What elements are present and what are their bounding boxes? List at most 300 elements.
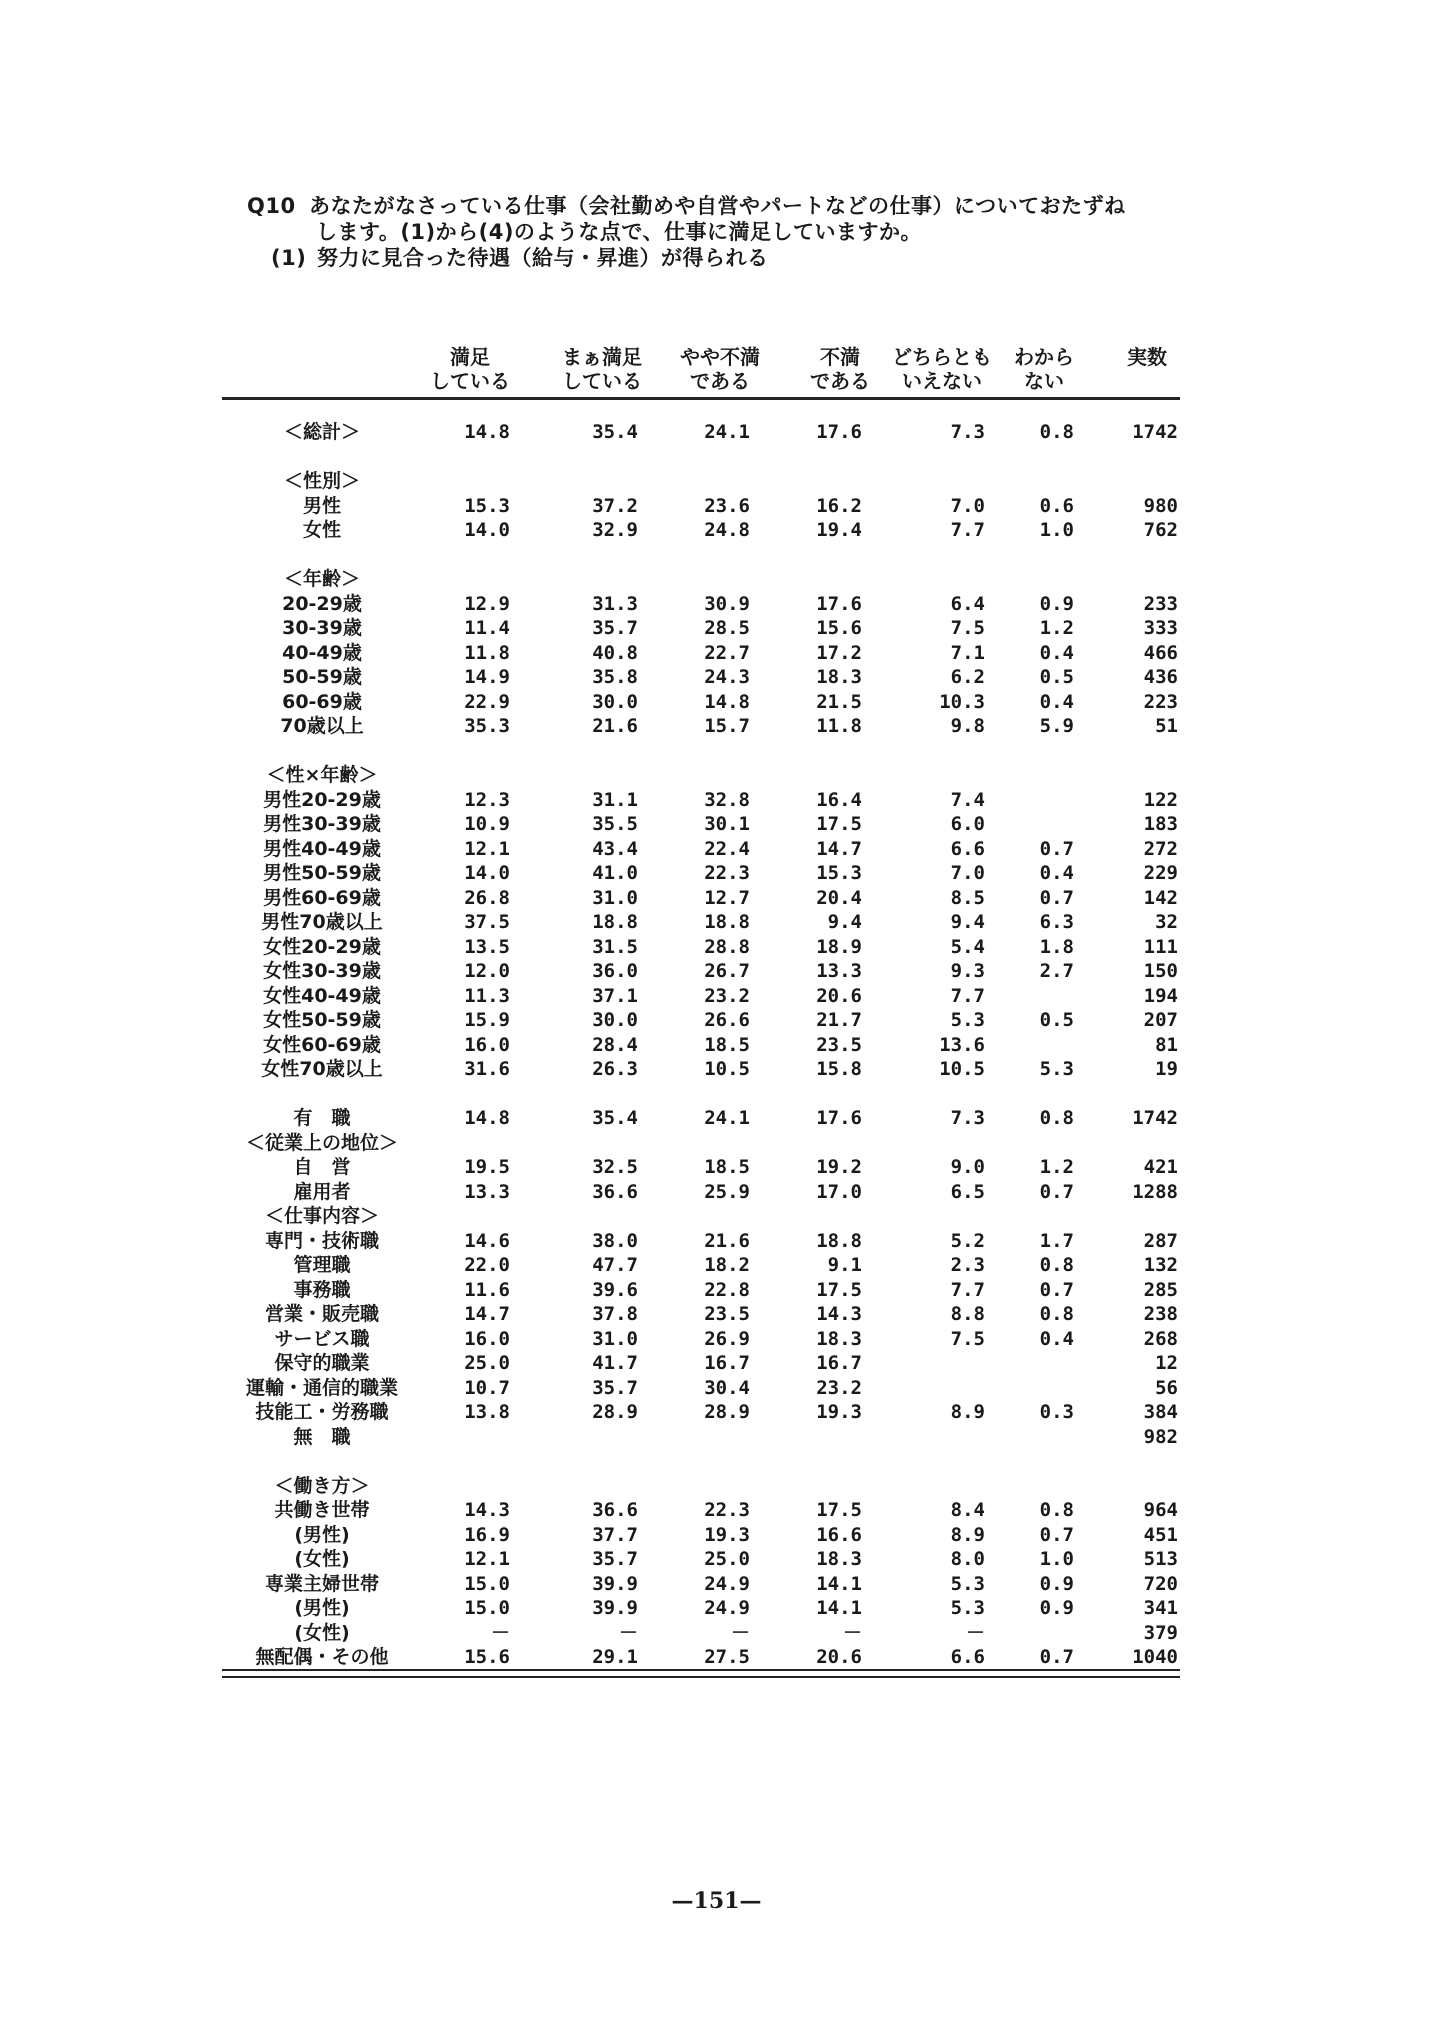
table-cell: 7.7 [950, 984, 985, 1007]
table-cell: 9.1 [827, 1254, 862, 1276]
row-label: (女性) [294, 1621, 350, 1644]
table-cell: 5.4 [950, 935, 985, 958]
table-cell: 11.3 [464, 984, 510, 1007]
table-cell: 23.2 [704, 984, 750, 1007]
table-cell: 0.4 [1039, 641, 1074, 664]
table-cell: 11.8 [816, 715, 862, 737]
row-label: 技能工・労務職 [255, 1401, 389, 1423]
table-cell: 35.8 [592, 666, 638, 688]
table-row [222, 1351, 1182, 1376]
table-row [222, 1547, 1182, 1572]
column-header: わから ない [1014, 345, 1074, 393]
table-cell: 14.6 [464, 1229, 510, 1252]
table-cell: 18.5 [704, 1033, 750, 1056]
table-cell: 1.8 [1039, 935, 1074, 958]
table-cell: 17.5 [816, 1499, 862, 1521]
table-cell: 0.5 [1039, 666, 1074, 688]
table-row [222, 1278, 1182, 1303]
table-cell: 10.5 [704, 1058, 750, 1080]
question-text-line1: あなたがなさっている仕事（会社勤めや自営やパートなどの仕事）についておたずね [309, 194, 1126, 218]
table-cell: 111 [1143, 935, 1178, 958]
table-cell: 30.1 [704, 813, 750, 835]
table-row [222, 1229, 1182, 1254]
row-label: 女性70歳以上 [261, 1058, 383, 1080]
table-cell: 36.6 [592, 1499, 638, 1521]
row-label: 男性30-39歳 [263, 813, 381, 835]
table-cell: 1.2 [1039, 617, 1074, 639]
table-cell: 40.8 [592, 641, 638, 664]
table-row [222, 1057, 1182, 1082]
column-header: 満足 している [430, 345, 510, 393]
table-cell: 268 [1143, 1327, 1178, 1350]
table-cell: 10.7 [464, 1376, 510, 1399]
row-label: 30-39歳 [282, 617, 362, 639]
row-label: 40-49歳 [282, 641, 362, 664]
row-label: 男性70歳以上 [261, 911, 383, 933]
table-row [222, 641, 1182, 666]
row-label: (男性) [294, 1523, 350, 1546]
question-number: Q10 [247, 194, 296, 218]
table-cell: 38.0 [592, 1229, 638, 1252]
sub-question-text: 努力に見合った待遇（給与・昇進）が得られる [317, 246, 769, 270]
table-cell: 32.8 [704, 788, 750, 811]
table-row [222, 420, 1182, 445]
table-cell: 41.0 [592, 862, 638, 884]
table-row [222, 714, 1182, 739]
table-cell: 39.6 [592, 1278, 638, 1301]
table-cell: － [965, 1621, 985, 1644]
table-cell: 14.8 [704, 690, 750, 713]
table-cell: 6.2 [950, 666, 985, 688]
table-cell: 37.1 [592, 984, 638, 1007]
table-row [222, 984, 1182, 1009]
row-label: 男性50-59歳 [263, 862, 381, 884]
table-row [222, 518, 1182, 543]
table-cell: 7.7 [950, 1278, 985, 1301]
table-cell: 15.6 [816, 617, 862, 639]
table-row [222, 1253, 1182, 1278]
table-cell: 15.8 [816, 1058, 862, 1080]
table-cell: 18.3 [816, 1548, 862, 1570]
table-cell: 7.3 [950, 421, 985, 443]
table-cell: 12.1 [464, 837, 510, 860]
table-cell: 16.9 [464, 1523, 510, 1546]
row-label: 無配偶・その他 [255, 1646, 389, 1668]
row-label: ＜従業上の地位＞ [245, 1131, 398, 1154]
table-cell: 31.5 [592, 935, 638, 958]
table-cell: 26.6 [704, 1009, 750, 1031]
table-cell: 6.6 [950, 1646, 985, 1668]
row-label: 自 営 [293, 1156, 351, 1178]
table-cell: 0.7 [1039, 1180, 1074, 1203]
table-cell: 24.1 [704, 1107, 750, 1129]
table-cell: 15.0 [464, 1597, 510, 1619]
table-cell: 24.9 [704, 1597, 750, 1619]
table-cell: 51 [1155, 715, 1178, 737]
table-row [222, 935, 1182, 960]
table-cell: 39.9 [592, 1572, 638, 1595]
table-cell: 20.4 [816, 886, 862, 909]
page-number: —151— [671, 1888, 762, 1914]
row-label: 管理職 [293, 1254, 351, 1276]
table-row [222, 1449, 1182, 1474]
table-cell: 16.7 [704, 1352, 750, 1374]
table-cell: 7.0 [950, 862, 985, 884]
table-row [222, 763, 1182, 788]
table-cell: 8.9 [950, 1401, 985, 1423]
table-cell: 23.5 [816, 1033, 862, 1056]
table-cell: 272 [1143, 837, 1178, 860]
table-cell: 451 [1143, 1523, 1178, 1546]
row-label: 保守的職業 [274, 1352, 370, 1374]
table-cell: 513 [1143, 1548, 1178, 1570]
table-cell: 12.1 [464, 1548, 510, 1570]
table-cell: 18.8 [704, 911, 750, 933]
table-cell: 1.2 [1039, 1156, 1074, 1178]
column-header: 不満 である [810, 345, 870, 393]
table-cell: 0.7 [1039, 837, 1074, 860]
table-cell: 19.2 [816, 1156, 862, 1178]
row-label: 事務職 [293, 1278, 351, 1301]
table-cell: 14.3 [464, 1499, 510, 1521]
table-cell: 720 [1143, 1572, 1178, 1595]
table-cell: 32.9 [592, 519, 638, 541]
table-cell: 21.5 [816, 690, 862, 713]
table-cell: 7.5 [950, 1327, 985, 1350]
table-cell: 16.2 [816, 494, 862, 517]
table-cell: 287 [1143, 1229, 1178, 1252]
table-cell: 31.6 [464, 1058, 510, 1080]
table-cell: 35.4 [592, 421, 638, 443]
table-cell: 6.6 [950, 837, 985, 860]
table-cell: 37.5 [464, 911, 510, 933]
table-cell: 13.3 [816, 960, 862, 982]
row-label: (男性) [294, 1597, 350, 1619]
table-cell: 14.8 [464, 421, 510, 443]
table-cell: 41.7 [592, 1352, 638, 1374]
table-row [222, 1155, 1182, 1180]
table-cell: 15.7 [704, 715, 750, 737]
row-label: ＜仕事内容＞ [264, 1205, 379, 1227]
table-cell: － [490, 1621, 510, 1644]
table-cell: 31.0 [592, 886, 638, 909]
row-label: 60-69歳 [282, 690, 362, 713]
table-cell: 37.8 [592, 1303, 638, 1325]
table-cell: 10.5 [939, 1058, 985, 1080]
table-cell: 17.0 [816, 1180, 862, 1203]
sub-question-number: (1) [271, 246, 307, 270]
table-row [222, 1302, 1182, 1327]
table-cell: 11.4 [464, 617, 510, 639]
table-cell: 11.6 [464, 1278, 510, 1301]
table-row [222, 494, 1182, 519]
table-cell: 5.3 [950, 1572, 985, 1595]
table-cell: 341 [1143, 1597, 1178, 1619]
table-cell: 16.0 [464, 1327, 510, 1350]
table-cell: 39.9 [592, 1597, 638, 1619]
column-header: どちらとも いえない [892, 345, 992, 393]
row-label: 女性50-59歳 [263, 1009, 381, 1031]
table-cell: 0.9 [1039, 1597, 1074, 1619]
table-cell: 22.9 [464, 690, 510, 713]
table-cell: 18.3 [816, 666, 862, 688]
table-row [222, 1425, 1182, 1450]
table-cell: 12.0 [464, 960, 510, 982]
row-label: 運輸・通信的職業 [245, 1376, 398, 1399]
row-label: 男性40-49歳 [263, 837, 381, 860]
table-cell: 30.9 [704, 592, 750, 615]
table-cell: 0.9 [1039, 592, 1074, 615]
table-cell: 333 [1143, 617, 1178, 639]
table-row [222, 543, 1182, 568]
row-label: ＜総計＞ [283, 421, 360, 443]
table-cell: 0.7 [1039, 1523, 1074, 1546]
table-cell: 6.5 [950, 1180, 985, 1203]
table-row [222, 1204, 1182, 1229]
table-row [222, 910, 1182, 935]
table-cell: 15.6 [464, 1646, 510, 1668]
table-cell: 982 [1143, 1425, 1178, 1448]
table-cell: 26.9 [704, 1327, 750, 1350]
table-cell: 31.1 [592, 788, 638, 811]
table-cell: 81 [1155, 1033, 1178, 1056]
table-cell: 28.9 [592, 1401, 638, 1423]
table-row [222, 1645, 1182, 1670]
table-row [222, 1498, 1182, 1523]
table-cell: 16.6 [816, 1523, 862, 1546]
table-cell: 36.6 [592, 1180, 638, 1203]
table-cell: 35.4 [592, 1107, 638, 1129]
table-cell: 15.9 [464, 1009, 510, 1031]
table-cell: 14.9 [464, 666, 510, 688]
table-cell: 6.0 [950, 813, 985, 835]
table-cell: 18.8 [592, 911, 638, 933]
table-cell: 21.6 [704, 1229, 750, 1252]
table-cell: 1040 [1132, 1646, 1178, 1668]
table-row [222, 1180, 1182, 1205]
table-cell: 36.0 [592, 960, 638, 982]
table-cell: 30.0 [592, 690, 638, 713]
table-row [222, 886, 1182, 911]
table-cell: 11.8 [464, 641, 510, 664]
row-label: 男性60-69歳 [263, 886, 381, 909]
table-row [222, 788, 1182, 813]
row-label: 女性20-29歳 [263, 935, 381, 958]
table-cell: 122 [1143, 788, 1178, 811]
table-row [222, 592, 1182, 617]
table-cell: 43.4 [592, 837, 638, 860]
table-cell: 19.5 [464, 1156, 510, 1178]
table-cell: 22.7 [704, 641, 750, 664]
row-label: ＜働き方＞ [274, 1474, 370, 1497]
table-cell: 29.1 [592, 1646, 638, 1668]
table-cell: 47.7 [592, 1254, 638, 1276]
table-cell: 22.0 [464, 1254, 510, 1276]
table-cell: 229 [1143, 862, 1178, 884]
table-cell: 1288 [1132, 1180, 1178, 1203]
table-cell: 7.3 [950, 1107, 985, 1129]
table-cell: 150 [1143, 960, 1178, 982]
table-cell: 285 [1143, 1278, 1178, 1301]
table-cell: 1742 [1132, 421, 1178, 443]
table-row [222, 739, 1182, 764]
row-label: ＜年齢＞ [283, 568, 360, 590]
table-row [222, 1474, 1182, 1499]
table-row [222, 1327, 1182, 1352]
table-cell: 24.1 [704, 421, 750, 443]
table-cell: 0.8 [1039, 1303, 1074, 1325]
table-cell: 16.4 [816, 788, 862, 811]
table-row [222, 616, 1182, 641]
table-row [222, 1008, 1182, 1033]
table-cell: 5.2 [950, 1229, 985, 1252]
row-label: 雇用者 [293, 1180, 351, 1203]
table-cell: 12.3 [464, 788, 510, 811]
table-cell: 7.0 [950, 494, 985, 517]
table-cell: 5.3 [950, 1597, 985, 1619]
table-cell: 9.3 [950, 960, 985, 982]
table-row [222, 665, 1182, 690]
table-cell: 17.6 [816, 421, 862, 443]
table-cell: 8.5 [950, 886, 985, 909]
table-cell: 13.5 [464, 935, 510, 958]
table-cell: 238 [1143, 1303, 1178, 1325]
table-cell: 15.3 [816, 862, 862, 884]
row-label: 女性 [302, 519, 341, 541]
table-cell: 207 [1143, 1009, 1178, 1031]
table-cell: 436 [1143, 666, 1178, 688]
table-cell: 379 [1143, 1621, 1178, 1644]
table-cell: 20.6 [816, 1646, 862, 1668]
table-cell: 17.2 [816, 641, 862, 664]
table-cell: 28.4 [592, 1033, 638, 1056]
table-cell: 21.6 [592, 715, 638, 737]
table-cell: 762 [1143, 519, 1178, 541]
row-label: 共働き世帯 [274, 1499, 370, 1521]
table-cell: 30.0 [592, 1009, 638, 1031]
table-cell: 20.6 [816, 984, 862, 1007]
table-cell: 18.3 [816, 1327, 862, 1350]
table-cell: 17.6 [816, 592, 862, 615]
table-cell: 466 [1143, 641, 1178, 664]
table-cell: 12 [1155, 1352, 1178, 1374]
table-cell: 7.4 [950, 788, 985, 811]
table-cell: 10.9 [464, 813, 510, 835]
table-cell: 384 [1143, 1401, 1178, 1423]
table-cell: 35.7 [592, 617, 638, 639]
table-cell: 18.5 [704, 1156, 750, 1178]
table-cell: 14.8 [464, 1107, 510, 1129]
table-cell: 32.5 [592, 1156, 638, 1178]
row-label: 女性40-49歳 [263, 984, 381, 1007]
row-label: 男性20-29歳 [263, 788, 381, 811]
table-cell: 32 [1155, 911, 1178, 933]
table-cell: 18.8 [816, 1229, 862, 1252]
table-cell: 0.3 [1039, 1401, 1074, 1423]
table-cell: 13.8 [464, 1401, 510, 1423]
table-row [222, 861, 1182, 886]
row-label: 専業主婦世帯 [264, 1572, 379, 1595]
table-row [222, 690, 1182, 715]
row-label: 男性 [302, 494, 341, 517]
table-cell: 37.7 [592, 1523, 638, 1546]
table-cell: 17.5 [816, 1278, 862, 1301]
table-row [222, 469, 1182, 494]
table-row [222, 1572, 1182, 1597]
table-cell: 9.8 [950, 715, 985, 737]
table-cell: 24.3 [704, 666, 750, 688]
row-label: 女性60-69歳 [263, 1033, 381, 1056]
table-cell: 26.3 [592, 1058, 638, 1080]
table-cell: 7.1 [950, 641, 985, 664]
table-cell: 0.6 [1039, 494, 1074, 517]
table-row [222, 1596, 1182, 1621]
row-label: 営業・販売職 [264, 1303, 379, 1325]
table-cell: 35.5 [592, 813, 638, 835]
table-cell: 0.8 [1039, 1107, 1074, 1129]
table-cell: 31.0 [592, 1327, 638, 1350]
table-cell: 26.7 [704, 960, 750, 982]
table-cell: 13.3 [464, 1180, 510, 1203]
table-cell: 0.8 [1039, 1499, 1074, 1521]
table-cell: 12.9 [464, 592, 510, 615]
table-cell: 0.9 [1039, 1572, 1074, 1595]
table-row [222, 837, 1182, 862]
table-cell: 0.8 [1039, 1254, 1074, 1276]
table-cell: 0.5 [1039, 1009, 1074, 1031]
table-cell: 35.3 [464, 715, 510, 737]
table-row [222, 1033, 1182, 1058]
table-cell: 18.2 [704, 1254, 750, 1276]
table-cell: 5.9 [1039, 715, 1074, 737]
table-cell: 142 [1143, 886, 1178, 909]
table-body [222, 420, 1182, 1670]
question-text-line2: します。(1)から(4)のような点で、仕事に満足していますか。 [316, 220, 923, 244]
table-cell: 2.7 [1039, 960, 1074, 982]
table-cell: 964 [1143, 1499, 1178, 1521]
row-label: ＜性×年齢＞ [266, 764, 378, 786]
table-cell: 56 [1155, 1376, 1178, 1399]
table-cell: 1.0 [1039, 1548, 1074, 1570]
table-row [222, 1400, 1182, 1425]
table-header [222, 345, 1182, 397]
table-cell: 7.5 [950, 617, 985, 639]
table-cell: 14.7 [464, 1303, 510, 1325]
table-cell: 15.3 [464, 494, 510, 517]
column-header: やや不満 である [680, 345, 760, 393]
table-cell: 23.2 [816, 1376, 862, 1399]
table-row [222, 1621, 1182, 1646]
table-cell: 19.3 [816, 1401, 862, 1423]
table-cell: 31.3 [592, 592, 638, 615]
table-cell: 16.7 [816, 1352, 862, 1374]
column-header: まぁ満足 している [562, 345, 642, 393]
table-cell: 6.4 [950, 592, 985, 615]
table-cell: 5.3 [1039, 1058, 1074, 1080]
table-cell: 2.3 [950, 1254, 985, 1276]
row-label: 女性30-39歳 [263, 960, 381, 982]
table-cell: 9.4 [827, 911, 862, 933]
table-cell: 132 [1143, 1254, 1178, 1276]
table-cell: 27.5 [704, 1646, 750, 1668]
column-header: 実数 [1127, 345, 1167, 369]
table-cell: 0.4 [1039, 862, 1074, 884]
table-cell: 183 [1143, 813, 1178, 835]
table-cell: 35.7 [592, 1548, 638, 1570]
table-cell: 19.4 [816, 519, 862, 541]
table-cell: 5.3 [950, 1009, 985, 1031]
table-cell: 14.1 [816, 1572, 862, 1595]
